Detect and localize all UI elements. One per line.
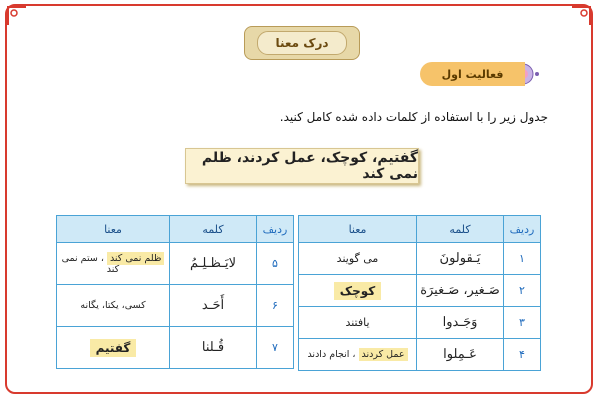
- table-header-row: [299, 216, 541, 243]
- row-number: ۵: [257, 243, 294, 285]
- header-word: کلمه: [417, 216, 504, 243]
- vocab-table-right: [298, 215, 541, 371]
- meaning-cell: [299, 275, 417, 307]
- word-cell: لایَـظـلِـمُ: [170, 243, 257, 285]
- word-cell: قُـلنا: [170, 327, 257, 369]
- word-cell: وَجَـدوا: [417, 307, 504, 339]
- word-cell: صَـغیر، صَـغیرَة: [417, 275, 504, 307]
- instruction-text: جدول زیر را با استفاده از کلمات داده شده کامل کنید.: [279, 110, 548, 124]
- row-number: ۲: [504, 275, 541, 307]
- word-cell: عَـمِلوا: [417, 339, 504, 371]
- row-number: ۱: [504, 243, 541, 275]
- corner-ornament-icon: [570, 5, 592, 27]
- filled-answer: عمل کردند: [359, 348, 408, 361]
- row-number: ۶: [257, 285, 294, 327]
- meaning-cell: کسی، یکتا، یگانه: [57, 285, 170, 327]
- word-cell: یَـقولونَ: [417, 243, 504, 275]
- separator: ،: [100, 252, 104, 264]
- header-row-number: ردیف: [504, 216, 541, 243]
- word-bank: گفتیم، کوچک، عمل کردند، ظلم نمی کند: [185, 148, 419, 184]
- word-cell: أَحَـد: [170, 285, 257, 327]
- vocab-table-left: [56, 215, 294, 369]
- meaning-cell: می گویند: [299, 243, 417, 275]
- activity-label: فعالیت اول: [420, 62, 525, 86]
- meaning-cell: یافتند: [299, 307, 417, 339]
- row-number: ۴: [504, 339, 541, 371]
- table-row: [299, 339, 541, 371]
- table-header-row: [57, 216, 294, 243]
- header-meaning: معنا: [299, 216, 417, 243]
- separator: ،: [352, 349, 356, 360]
- meaning-rest: انجام دادند: [307, 349, 350, 360]
- table-row: [57, 243, 294, 285]
- table-row: [299, 243, 541, 275]
- header-word: کلمه: [170, 216, 257, 243]
- meaning-cell: [57, 327, 170, 369]
- header-meaning: معنا: [57, 216, 170, 243]
- lesson-title-plaque: [244, 26, 360, 60]
- table-row: [57, 327, 294, 369]
- table-row: [299, 307, 541, 339]
- table-row: [299, 275, 541, 307]
- table-row: [57, 285, 294, 327]
- row-number: ۳: [504, 307, 541, 339]
- filled-answer: کوچک: [334, 282, 381, 300]
- filled-answer: ظلم نمی کند: [107, 252, 165, 265]
- row-number: ۷: [257, 327, 294, 369]
- corner-ornament-icon: [6, 5, 28, 27]
- meaning-rest: ستم نمی کند: [61, 252, 120, 275]
- meaning-cell: [57, 243, 170, 285]
- filled-answer: گفتیم: [90, 339, 137, 357]
- header-row-number: ردیف: [257, 216, 294, 243]
- meaning-cell: [299, 339, 417, 371]
- lesson-title: درک معنا: [257, 31, 347, 55]
